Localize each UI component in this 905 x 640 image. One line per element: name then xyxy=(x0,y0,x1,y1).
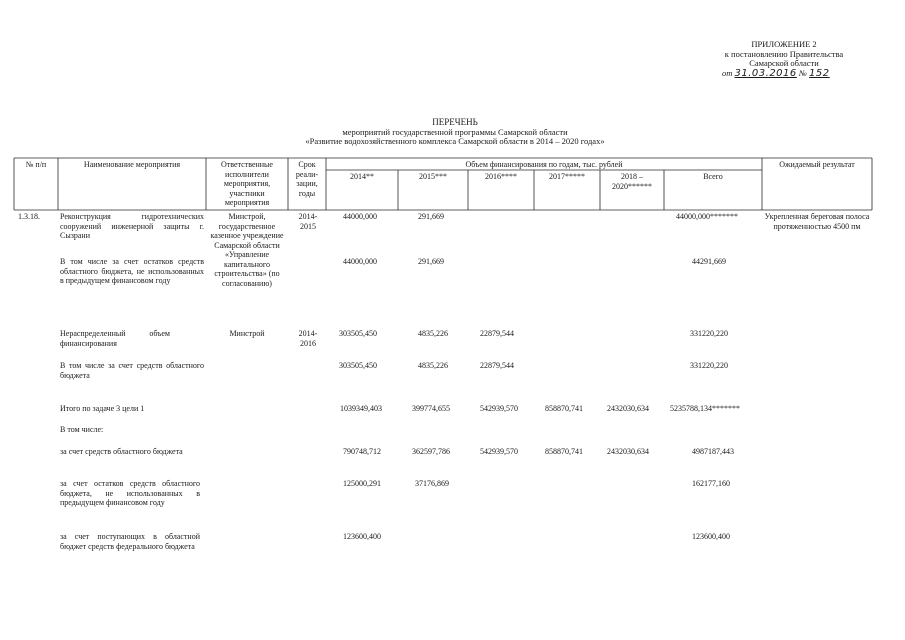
date-prefix: от xyxy=(722,67,733,78)
header-total: Всего xyxy=(703,172,723,181)
row-3-name: Нераспределенный объем финансирования xyxy=(60,329,170,348)
handwritten-number: 152 xyxy=(809,67,830,79)
row-1-result: Укрепленная береговая полоса протяженностью 4500 пм xyxy=(764,212,870,231)
row-7-value-2014: 790748,712 xyxy=(343,447,381,456)
row-7-value-2016: 542939,570 xyxy=(480,447,518,456)
row-2-value-2014: 44000,000 xyxy=(343,257,377,266)
appendix-line-1: к постановлению Правительства xyxy=(724,48,844,59)
row-2-name: В том числе за счет остатков средств областного бюджета, не использованных в предыдущем финансовом году xyxy=(60,257,204,285)
row-2-value-2015: 291,669 xyxy=(418,257,444,266)
row-5-value-2018-2020: 2432030,634 xyxy=(607,404,649,413)
row-7-value-2015: 362597,786 xyxy=(412,447,450,456)
row-8-value-2015: 37176,869 xyxy=(415,479,449,488)
header-name: Наименование мероприятия xyxy=(83,160,181,169)
row-1-value-2014: 44000,000 xyxy=(343,212,377,221)
row-3-value-total: 331220,220 xyxy=(690,329,728,338)
header-year-2017: 2017***** xyxy=(549,172,585,181)
header-executors: Ответственные исполнители мероприятия, участники мероприятия xyxy=(221,160,273,207)
row-4-value-total: 331220,220 xyxy=(690,361,728,370)
document-heading: ПЕРЕЧЕНЬ xyxy=(432,117,478,127)
row-3-value-2016: 22879,544 xyxy=(480,329,514,338)
appendix-header xyxy=(700,40,868,78)
row-5-value-2016: 542939,570 xyxy=(480,404,518,413)
row-4-name: В том числе за счет средств областного бюджета xyxy=(60,361,204,380)
row-2-value-total: 44291,669 xyxy=(692,257,726,266)
row-5-value-2014: 1039349,403 xyxy=(340,404,382,413)
row-3-value-2015: 4835,226 xyxy=(418,329,448,338)
row-5-value-2017: 858870,741 xyxy=(545,404,583,413)
row-7-name: за счет средств областного бюджета xyxy=(60,447,183,456)
document-subtitle: мероприятий государственной программы Самарской области xyxy=(342,126,568,137)
row-3-term: 2014-2016 xyxy=(298,329,318,348)
appendix-date-line xyxy=(700,69,868,79)
appendix-line-2: Самарской области xyxy=(749,58,819,68)
row-7-value-2017: 858870,741 xyxy=(545,447,583,456)
row-7-value-2018-2020: 2432030,634 xyxy=(607,447,649,456)
row-4-value-2014: 303505,450 xyxy=(339,361,377,370)
header-year-2018-2020: 2018 – 2020****** xyxy=(612,172,652,191)
row-1-value-total: 44000,000******* xyxy=(676,212,738,221)
row-4-value-2015: 4835,226 xyxy=(418,361,448,370)
row-8-value-total: 162177,160 xyxy=(692,479,730,488)
row-7-value-total: 4987187,443 xyxy=(692,447,734,456)
header-year-2016: 2016**** xyxy=(485,172,517,181)
row-9-value-total: 123600,400 xyxy=(692,532,730,541)
document-title xyxy=(240,118,670,147)
row-1-executors: Минстрой, государственное казенное учреждение Самарской области «Управление капитального строительства» (по согласованию) xyxy=(210,212,284,288)
row-1-num: 1.3.18. xyxy=(18,212,40,221)
header-term: Срок реали-зации, годы xyxy=(295,160,319,198)
row-5-name: Итого по задаче 3 цели 1 xyxy=(60,404,145,413)
handwritten-date: 31.03.2016 xyxy=(734,67,797,79)
row-9-name: за счет поступающих в областной бюджет средств федерального бюджета xyxy=(60,532,200,551)
row-1-name: Реконструкция гидротехнических сооружений инженерной защиты г. Сызрани xyxy=(60,212,204,240)
number-prefix: № xyxy=(798,67,807,78)
header-result: Ожидаемый результат xyxy=(779,160,855,169)
row-8-name: за счет остатков средств областного бюджета, не использованных в предыдущем финансовом году xyxy=(60,479,200,507)
program-name: «Развитие водохозяйственного комплекса Самарской области в 2014 – 2020 годах» xyxy=(305,136,605,146)
appendix-title: ПРИЛОЖЕНИЕ 2 xyxy=(751,39,817,49)
row-1-value-2015: 291,669 xyxy=(418,212,444,221)
row-3-executors: Минстрой xyxy=(229,329,265,338)
row-8-value-2014: 125000,291 xyxy=(343,479,381,488)
row-6-name: В том числе: xyxy=(60,425,104,434)
row-9-value-2014: 123600,400 xyxy=(343,532,381,541)
header-year-2015: 2015*** xyxy=(419,172,447,181)
row-4-value-2016: 22879,544 xyxy=(480,361,514,370)
row-5-value-total: 5235788,134******* xyxy=(670,404,740,413)
header-financing: Объем финансирования по годам, тыс. рублей xyxy=(465,160,623,169)
header-year-2014: 2014** xyxy=(350,172,374,181)
row-3-value-2014: 303505,450 xyxy=(339,329,377,338)
row-1-term: 2014-2015 xyxy=(298,212,318,231)
header-num: № п/п xyxy=(25,160,47,169)
row-5-value-2015: 399774,655 xyxy=(412,404,450,413)
